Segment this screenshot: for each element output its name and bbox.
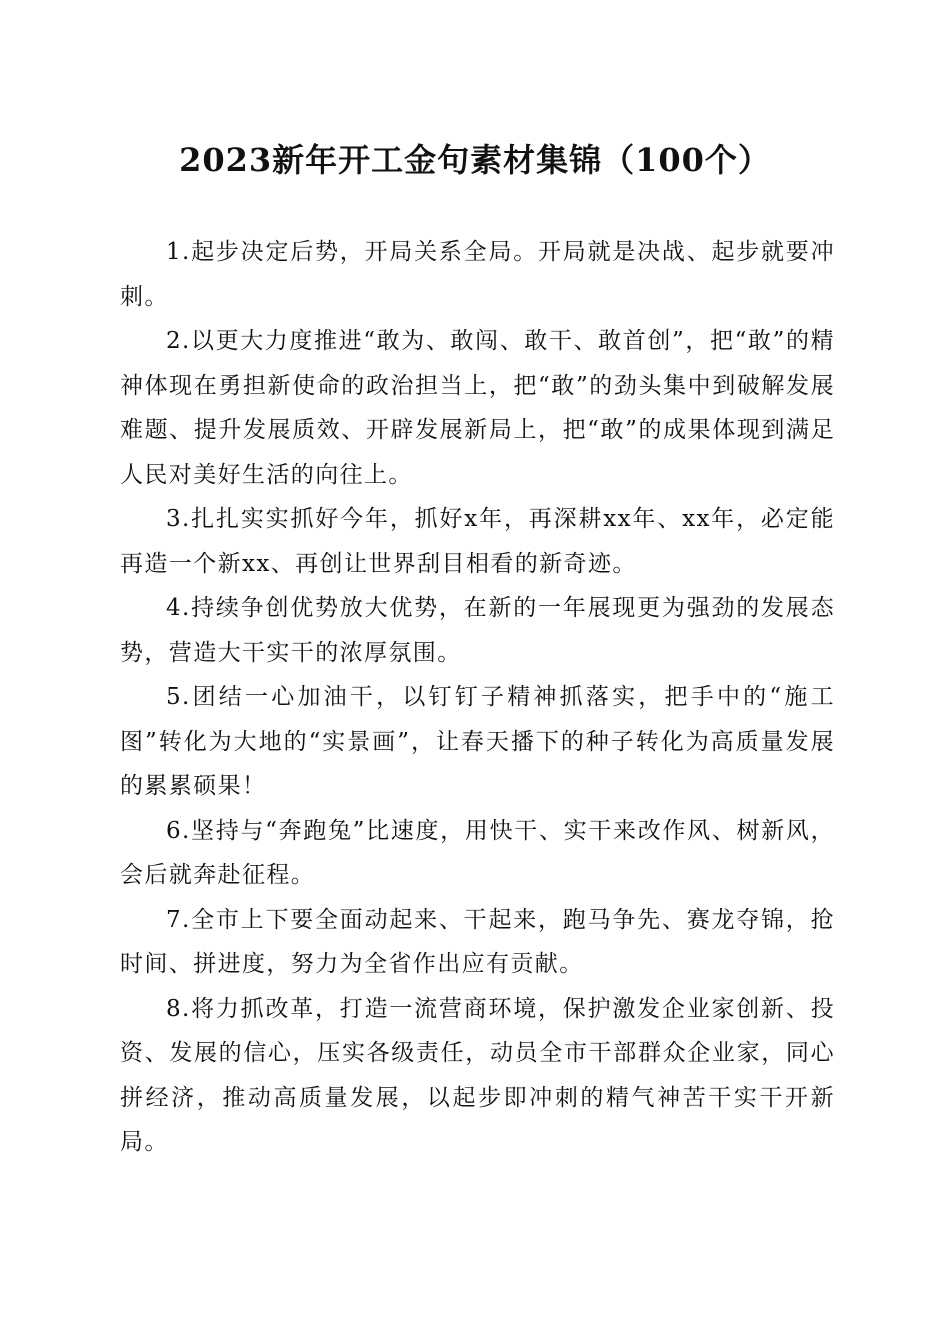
page-title: 2023新年开工金句素材集锦（100个） [179, 141, 771, 179]
document-body [120, 230, 835, 1165]
paragraph-3: 3.扎扎实实抓好今年，抓好x年，再深耕xx年、xx年，必定能再造一个新xx、再创让世界刮目相看的新奇迹。 [120, 506, 835, 577]
paragraph-5: 5.团结一心加油干，以钉钉子精神抓落实，把手中的“施工图”转化为大地的“实景画”，让春天播下的种子转化为高质量发展的累累硕果！ [120, 684, 835, 799]
paragraph-7: 7.全市上下要全面动起来、干起来，跑马争先、赛龙夺锦，抢时间、拼进度，努力为全省作出应有贡献。 [120, 906, 835, 977]
paragraph-6: 6.坚持与“奔跑兔”比速度，用快干、实干来改作风、树新风，会后就奔赴征程。 [120, 817, 835, 888]
paragraph-8: 8.将力抓改革，打造一流营商环境，保护激发企业家创新、投资、发展的信心，压实各级责任，动员全市干部群众企业家，同心拼经济，推动高质量发展，以起步即冲刺的精气神苦干实干开新局。 [120, 995, 835, 1155]
paragraph-4: 4.持续争创优势放大优势，在新的一年展现更为强劲的发展态势，营造大干实干的浓厚氛围。 [120, 595, 835, 666]
paragraph-2: 2.以更大力度推进“敢为、敢闯、敢干、敢首创”，把“敢”的精神体现在勇担新使命的政治担当上，把“敢”的劲头集中到破解发展难题、提升发展质效、开辟发展新局上，把“敢”的成果体现到满足人民对美好生活的向往上。 [120, 328, 835, 488]
paragraph-1: 1.起步决定后势，开局关系全局。开局就是决战、起步就要冲刺。 [120, 239, 835, 310]
